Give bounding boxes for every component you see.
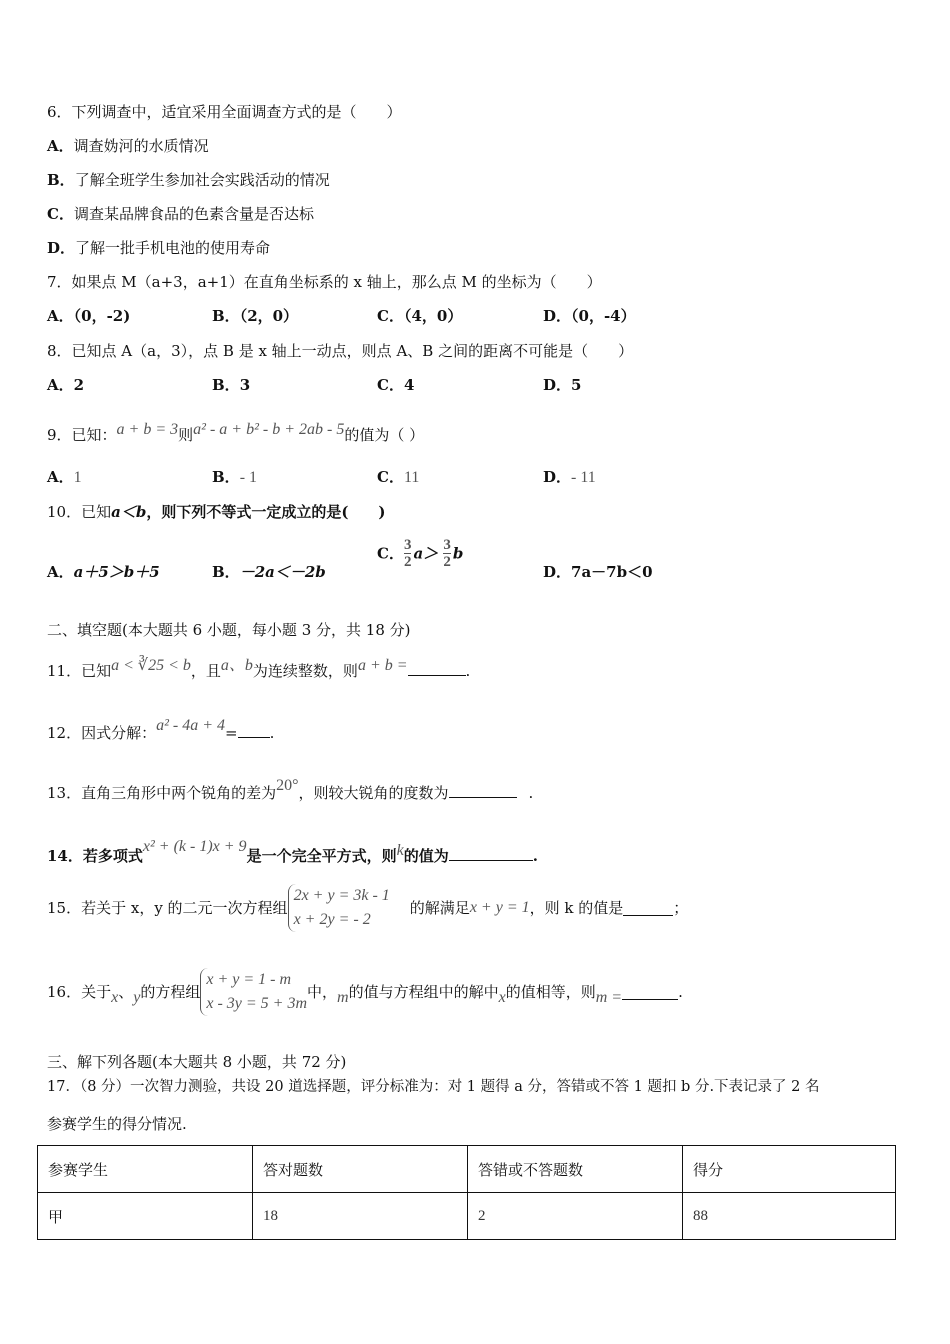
q10-option-d: D．7a－7b＜0: [543, 563, 653, 581]
answer-blank: [408, 661, 466, 676]
section-3-heading: 三、解下列各题(本大题共 8 小题，共 72 分): [47, 1053, 347, 1071]
q9-stem: 9．已知：a + b = 3则a² - a + b² - b + 2ab - 5的值为（ ）: [47, 421, 425, 444]
table-header-cell: 答对题数: [253, 1146, 468, 1193]
answer-blank: [623, 901, 673, 916]
q6-option-a: A．调查妫河的水质情况: [47, 137, 209, 155]
table-cell: 88: [683, 1193, 896, 1240]
q6-option-d: D．了解一批手机电池的使用寿命: [47, 239, 271, 257]
answer-blank: [622, 985, 678, 1000]
answer-blank: [449, 783, 517, 798]
table-header-cell: 得分: [683, 1146, 896, 1193]
score-table: [37, 1145, 896, 1240]
q9-option-d: D．- 11: [543, 468, 596, 486]
q16: 16．关于x、y的方程组 x + y = 1 - m x - 3y = 5 + 3m 中，m的值与方程组中的解中x的值相等，则m = .: [47, 968, 683, 1016]
fraction-3-2: $\frac{3}{2}$: [443, 537, 451, 570]
q11: 11．已知a < ∛25 < b，且a、b为连续整数，则a + b = .: [47, 657, 471, 680]
q8-stem: 8．已知点 A（a，3），点 B 是 x 轴上一动点，则点 A、B 之间的距离不可能是（ ）: [47, 342, 634, 360]
q6-option-b: B．了解全班学生参加社会实践活动的情况: [47, 171, 330, 189]
table-row: [38, 1193, 896, 1240]
equation-system: 2x + y = 3k - 1 x + 2y = - 2: [288, 884, 390, 932]
q9-option-c: C．11: [377, 468, 420, 486]
equation-system: x + y = 1 - m x - 3y = 5 + 3m: [200, 968, 307, 1016]
q10-option-a: A．a＋5＞b＋5: [47, 563, 160, 581]
q10-option-b: B．－2a＜－2b: [212, 563, 326, 581]
fraction-3-2: $\frac{3}{2}$: [403, 537, 412, 570]
answer-blank: [238, 723, 270, 738]
q17-line-1: 17．（8 分）一次智力测验，共设 20 道选择题，评分标准为：对 1 题得 a 分，答错或不答 1 题扣 b 分.下表记录了 2 名: [47, 1079, 820, 1095]
q7-option-a: A．（0，-2): [47, 307, 131, 325]
q8-option-b: B．3: [212, 376, 251, 394]
q7-option-d: D．（0，-4）: [543, 307, 636, 325]
q6-option-c: C．调查某品牌食品的色素含量是否达标: [47, 205, 314, 223]
table-cell: 2: [468, 1193, 683, 1240]
q6-stem: 6．下列调查中，适宜采用全面调查方式的是（ ）: [47, 103, 402, 121]
q7-stem: 7．如果点 M（a+3，a+1）在直角坐标系的 x 轴上，那么点 M 的坐标为（ ）: [47, 273, 602, 291]
q17-line-2: 参赛学生的得分情况.: [47, 1115, 187, 1133]
table-header-cell: 参赛学生: [38, 1146, 253, 1193]
q10-option-c: C． $\frac{3}{2}$ a＞ $\frac{3}{2}$ b: [377, 537, 464, 570]
q12: 12．因式分解：a² - 4a + 4= .: [47, 717, 275, 742]
q9-option-b: B．- 1: [212, 468, 258, 486]
q8-option-d: D．5: [543, 376, 582, 394]
q8-option-c: C．4: [377, 376, 415, 394]
q7-option-c: C．（4，0）: [377, 307, 463, 325]
section-2-heading: 二、填空题(本大题共 6 小题，每小题 3 分，共 18 分): [47, 621, 411, 639]
q10-stem: 10．已知a＜b，则下列不等式一定成立的是( ): [47, 503, 386, 521]
q13: 13．直角三角形中两个锐角的差为20°，则较大锐角的度数为 .: [47, 777, 534, 802]
answer-blank: [449, 846, 533, 861]
table-cell: 18: [253, 1193, 468, 1240]
q14: 14．若多项式x² + (k - 1)x + 9是一个完全平方式，则k的值为 .: [47, 838, 538, 865]
table-header-row: [38, 1146, 896, 1193]
table-cell: 甲: [38, 1193, 253, 1240]
q7-option-b: B．（2，0）: [212, 307, 299, 325]
q8-option-a: A．2: [47, 376, 85, 394]
q9-option-a: A．1: [47, 468, 82, 486]
q15: 15．若关于 x，y 的二元一次方程组 2x + y = 3k - 1 x + 2y = - 2 的解满足x + y = 1，则 k 的值是 ；: [47, 884, 688, 932]
table-header-cell: 答错或不答题数: [468, 1146, 683, 1193]
